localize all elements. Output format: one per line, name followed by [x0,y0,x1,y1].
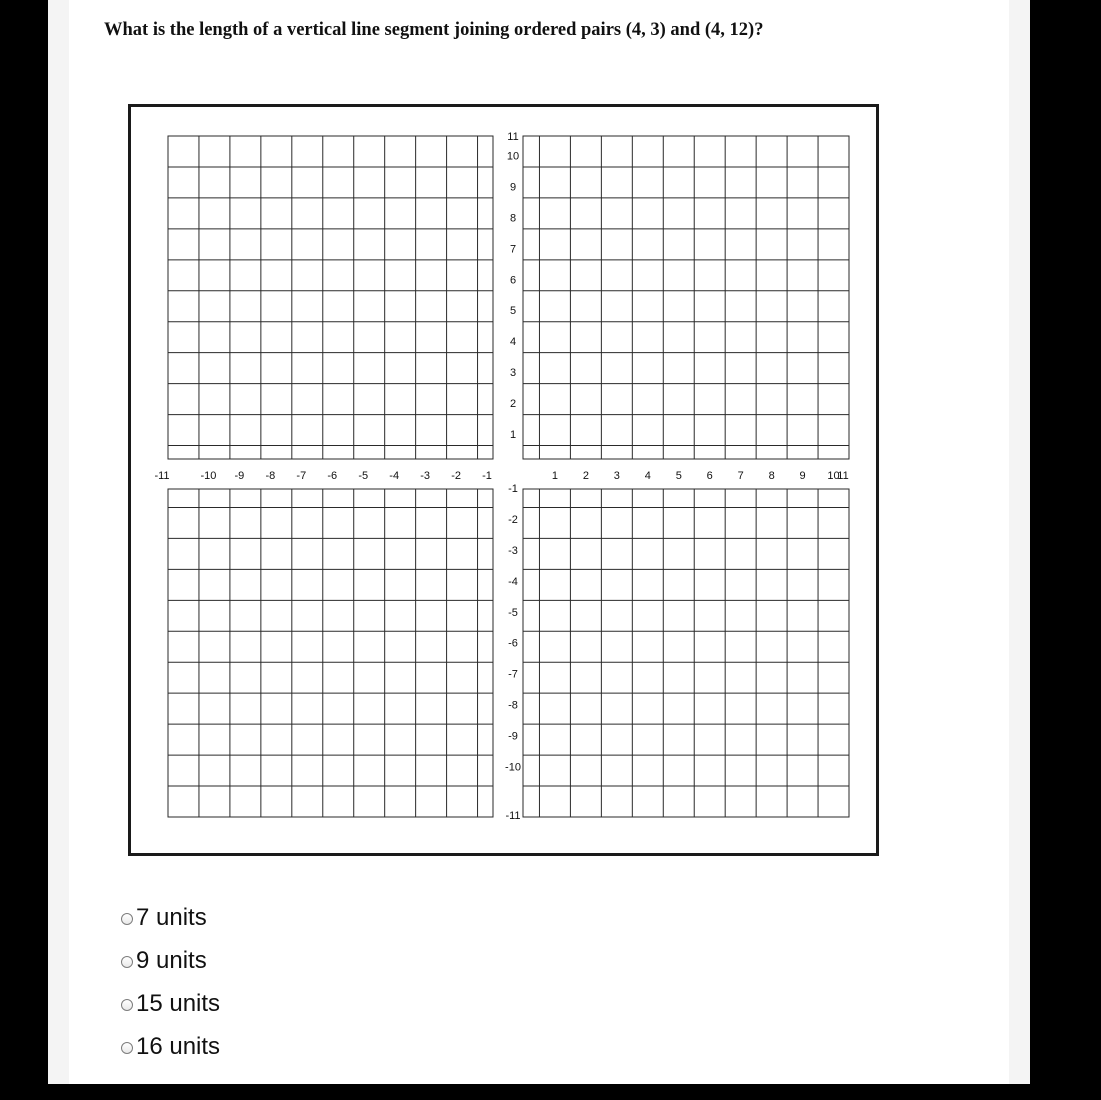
y-tick-label: -7 [508,668,518,681]
y-tick-label: -9 [508,730,518,743]
grid-quadrant-1-border [523,136,849,459]
coordinate-grid [131,107,876,853]
answer-option-2[interactable] [121,939,220,982]
page-background [48,0,1030,1084]
y-tick-label: -5 [508,606,518,619]
x-tick-label: -10 [200,470,217,482]
y-tick-label: -11 [505,810,521,822]
y-tick-label: -4 [508,575,518,588]
y-tick-label: -8 [508,699,518,712]
y-tick-label: -6 [508,637,518,650]
x-tick-label: 8 [768,470,775,482]
y-tick-label: -10 [505,761,521,774]
x-tick-label: 10 [827,470,840,482]
y-tick-label: 4 [509,336,517,349]
x-tick-label: 2 [582,470,589,482]
grid-quadrant-2-border [168,136,493,459]
answer-option-1[interactable] [121,896,220,939]
x-tick-label: -6 [327,470,338,482]
x-tick-label: -11 [154,470,170,482]
answer-label: 16 units [136,1032,221,1060]
x-tick-label: -3 [420,470,431,482]
y-tick-label: 2 [509,398,517,411]
x-tick-label: -7 [296,470,307,482]
radio-button-icon[interactable] [121,913,133,925]
y-tick-label: 6 [509,274,517,287]
question-text: What is the length of a vertical line segment joining ordered pairs (4, 3) and (4, 12)? [104,20,764,40]
answer-label: 7 units [136,903,207,931]
y-tick-label: 11 [507,131,519,143]
y-tick-label: -3 [508,544,518,557]
answer-option-3[interactable] [121,982,220,1025]
coordinate-grid-figure [128,104,879,856]
y-tick-label: 9 [509,181,517,194]
question-panel [69,0,1009,1084]
x-tick-label: -8 [265,470,276,482]
x-tick-label: -9 [234,470,245,482]
y-tick-label: 8 [509,212,517,225]
y-tick-label: -1 [508,482,518,495]
x-tick-label: -5 [358,470,369,482]
answer-label: 15 units [136,989,221,1017]
y-tick-label: 7 [509,243,517,256]
x-tick-label: 3 [613,470,620,482]
radio-button-icon[interactable] [121,1042,133,1054]
x-tick-label: 4 [644,470,651,482]
y-tick-label: -2 [508,513,518,526]
y-tick-label: 1 [509,429,517,442]
x-tick-label: 9 [799,470,806,482]
x-tick-label: -1 [482,470,492,482]
radio-button-icon[interactable] [121,956,133,968]
radio-button-icon[interactable] [121,999,133,1011]
x-tick-label: -4 [389,470,400,482]
y-tick-label: 3 [509,367,517,380]
answer-label: 9 units [136,946,207,974]
x-tick-label: 5 [675,470,682,482]
y-tick-label: 10 [506,150,520,163]
x-tick-label: 7 [737,470,744,482]
x-tick-label: -2 [451,470,461,482]
answer-choices [121,896,220,1068]
x-tick-label: 6 [706,470,713,482]
x-tick-label: 11 [837,470,849,482]
x-tick-label: 1 [551,470,559,482]
answer-option-4[interactable] [121,1025,220,1068]
y-tick-label: 5 [509,305,517,318]
